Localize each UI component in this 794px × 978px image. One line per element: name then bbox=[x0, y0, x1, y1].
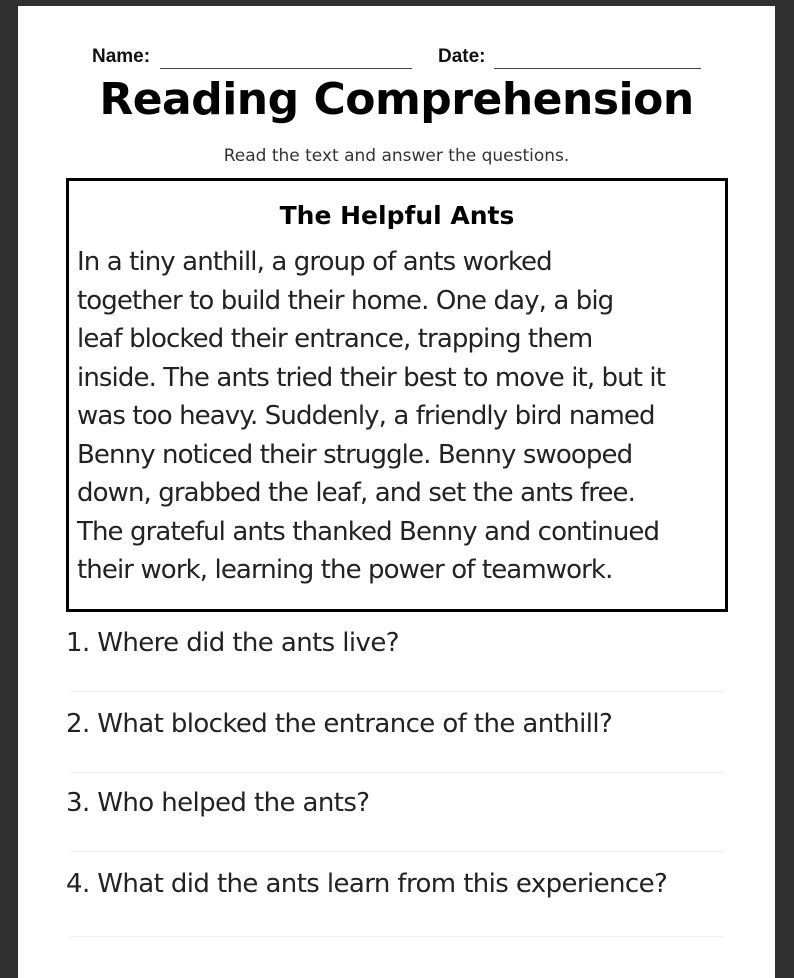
passage-line: Benny noticed their struggle. Benny swooped bbox=[77, 439, 633, 470]
answer-line-3[interactable] bbox=[70, 851, 724, 852]
header-fields bbox=[18, 46, 775, 76]
question-4: 4. What did the ants learn from this experience? bbox=[66, 869, 668, 899]
answer-line-2[interactable] bbox=[70, 772, 724, 773]
passage-line: was too heavy. Suddenly, a friendly bird named bbox=[77, 401, 655, 431]
passage-line: The grateful ants thanked Benny and continued bbox=[77, 516, 660, 547]
worksheet-page bbox=[18, 6, 775, 978]
passage-line: together to build their home. One day, a big bbox=[77, 285, 614, 316]
answer-line-4[interactable] bbox=[70, 936, 724, 937]
passage-line: their work, learning the power of teamwork. bbox=[77, 555, 613, 585]
question-3: 3. Who helped the ants? bbox=[66, 788, 370, 818]
question-2: 2. What blocked the entrance of the anthill? bbox=[66, 709, 613, 739]
passage-text bbox=[77, 243, 725, 590]
date-field-line[interactable] bbox=[494, 68, 701, 69]
page-title: Reading Comprehension bbox=[99, 74, 694, 125]
name-field-line[interactable] bbox=[160, 68, 412, 69]
passage-line: inside. The ants tried their best to move it, but it bbox=[77, 362, 666, 393]
name-label: Name: bbox=[92, 46, 151, 67]
passage-line: leaf blocked their entrance, trapping them bbox=[77, 324, 593, 354]
instructions-text: Read the text and answer the questions. bbox=[223, 146, 570, 166]
question-1: 1. Where did the ants live? bbox=[66, 628, 399, 658]
answer-line-1[interactable] bbox=[70, 691, 724, 692]
passage-title: The Helpful Ants bbox=[279, 201, 515, 230]
passage-line: down, grabbed the leaf, and set the ants free. bbox=[77, 478, 636, 508]
passage-line: In a tiny anthill, a group of ants worked bbox=[77, 247, 552, 277]
date-label: Date: bbox=[438, 46, 486, 67]
passage-box bbox=[66, 178, 728, 612]
